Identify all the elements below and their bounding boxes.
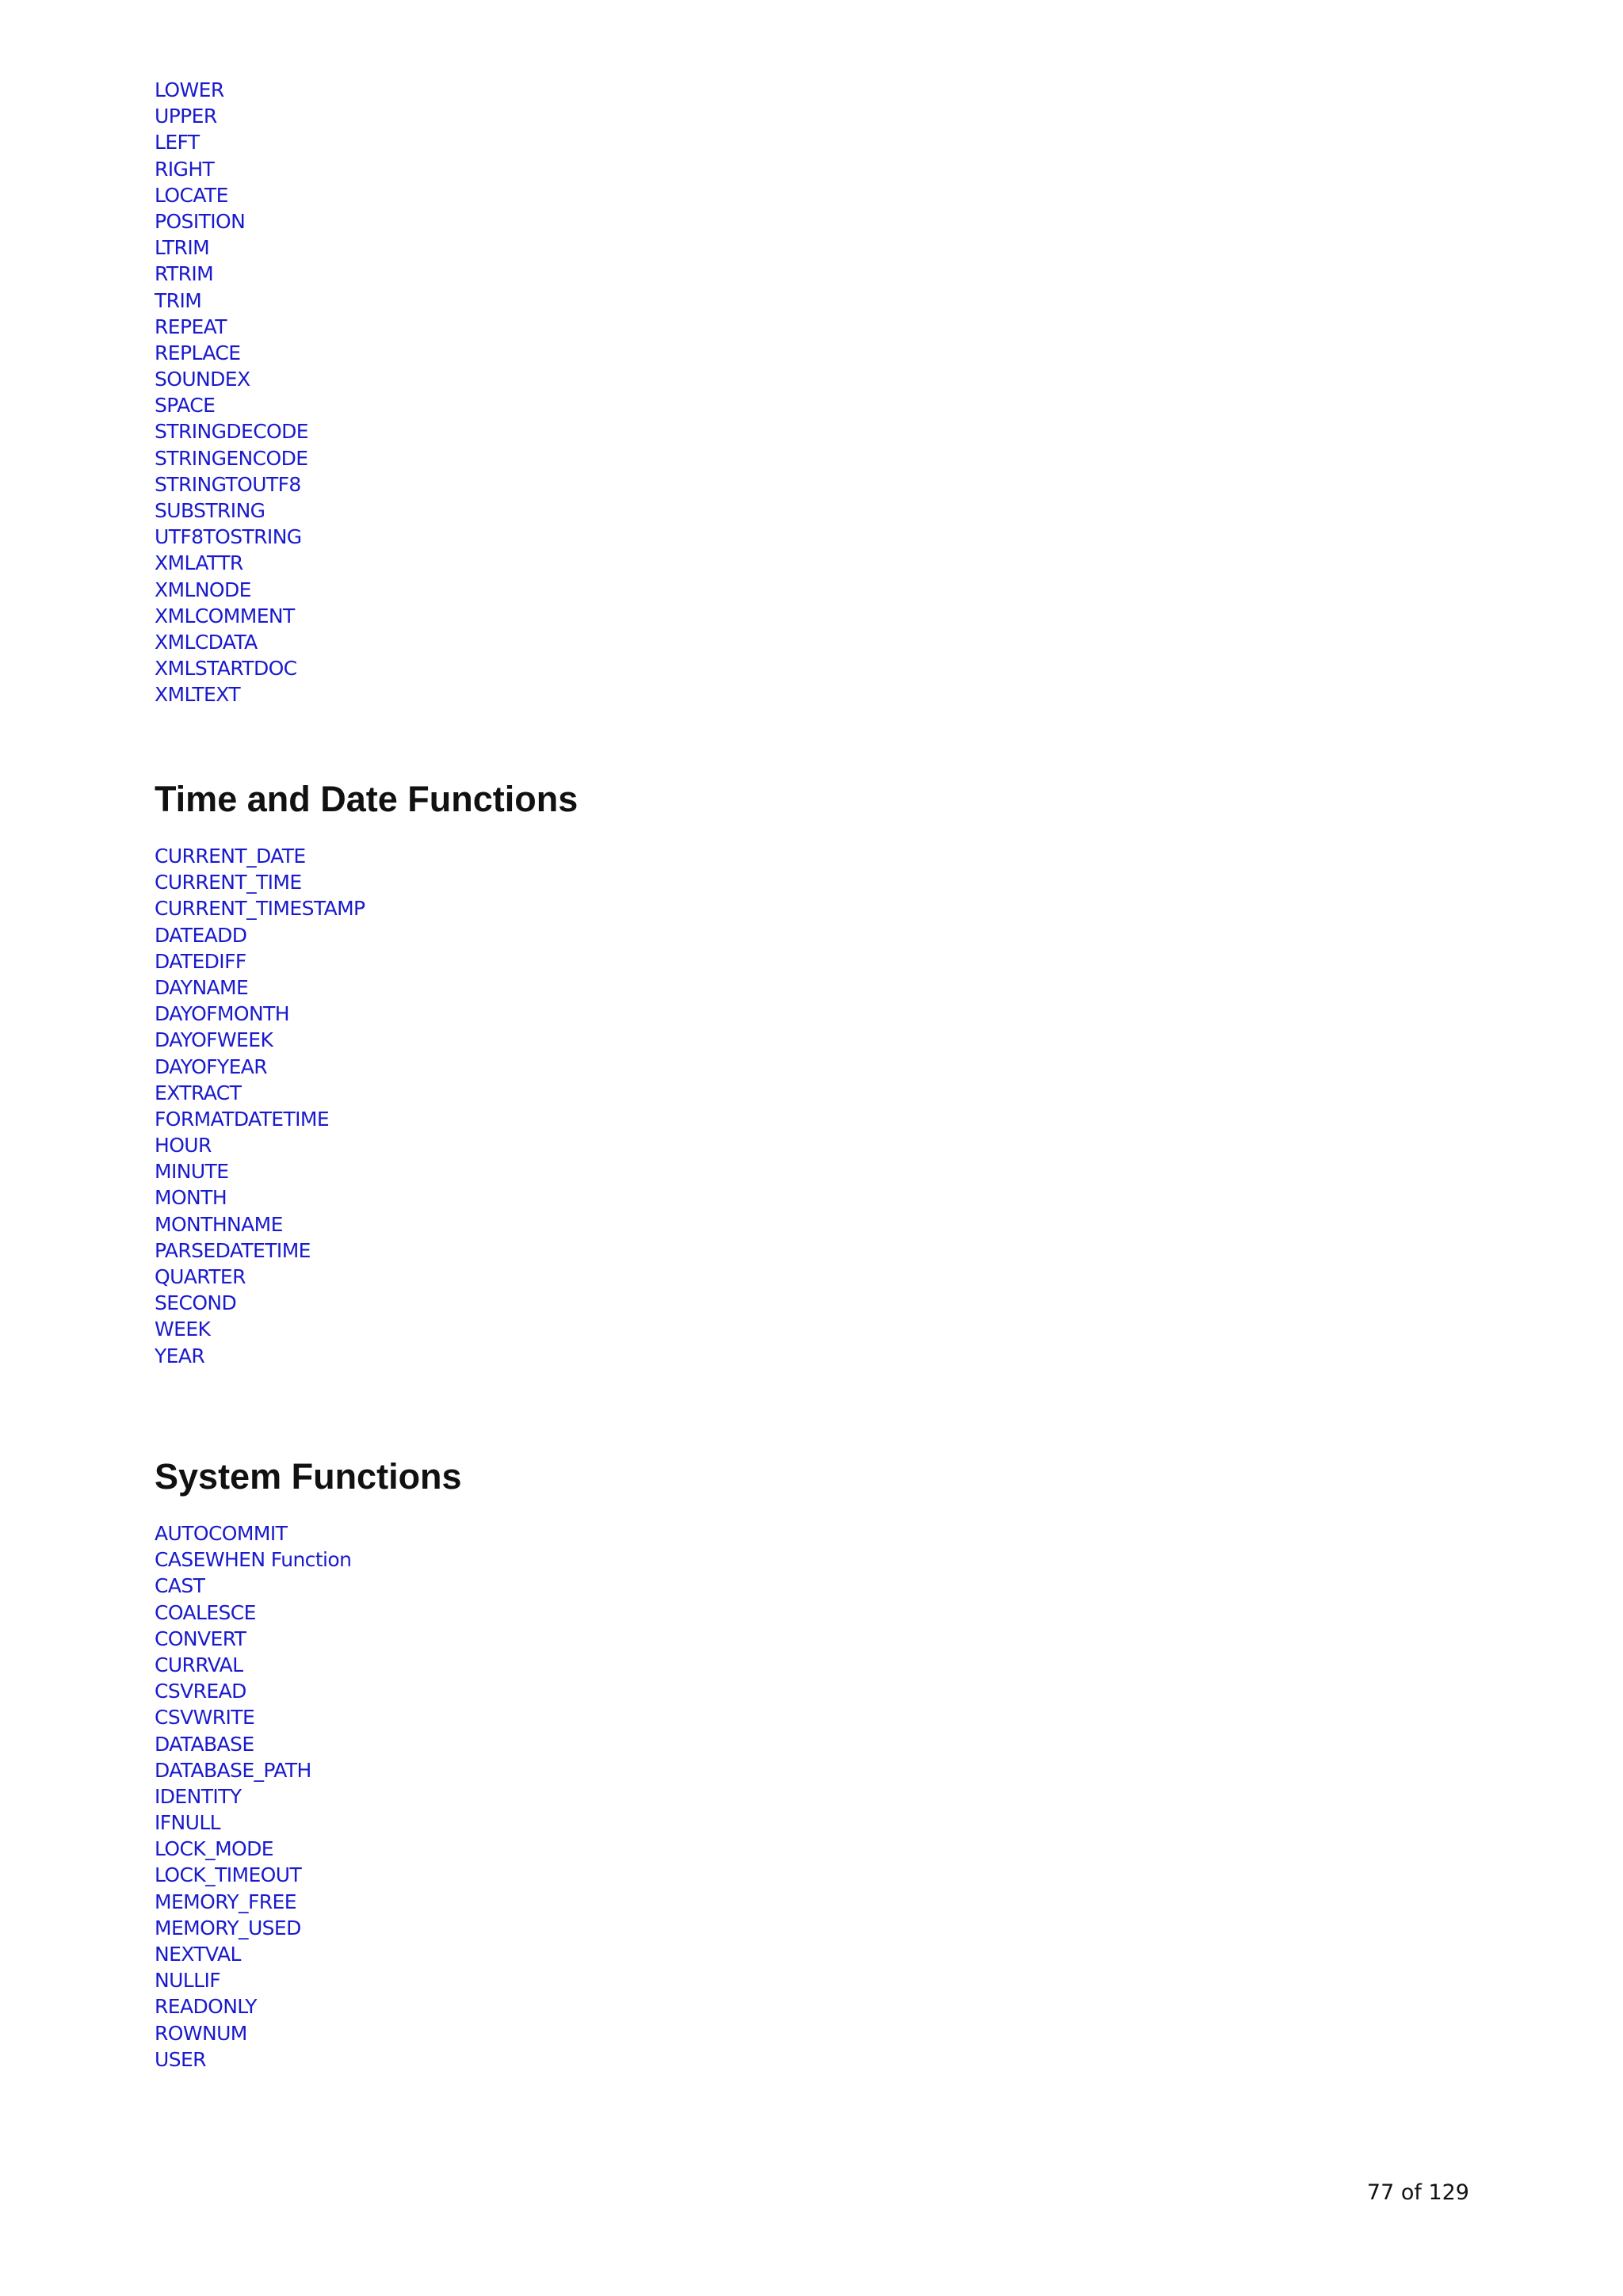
list-item bbox=[155, 1889, 462, 1915]
list-item bbox=[155, 1757, 462, 1783]
time-date-functions-section bbox=[155, 775, 578, 1369]
list-item bbox=[155, 1915, 462, 1941]
list-item bbox=[155, 235, 308, 261]
function-link[interactable]: MONTH bbox=[155, 1186, 227, 1210]
function-link[interactable]: STRINGDECODE bbox=[155, 420, 308, 444]
function-link[interactable]: CSVREAD bbox=[155, 1680, 246, 1703]
list-item bbox=[155, 1054, 578, 1080]
function-link[interactable]: POSITION bbox=[155, 209, 246, 233]
function-link[interactable]: XMLCOMMENT bbox=[155, 604, 295, 627]
list-item bbox=[155, 418, 308, 444]
function-link[interactable]: STRINGENCODE bbox=[155, 446, 308, 470]
list-item bbox=[155, 629, 308, 655]
string-functions-list bbox=[155, 77, 308, 708]
list-item bbox=[155, 366, 308, 392]
list-item bbox=[155, 895, 578, 921]
list-item bbox=[155, 1573, 462, 1599]
list-item bbox=[155, 1704, 462, 1730]
list-item bbox=[155, 1520, 462, 1547]
function-link[interactable]: REPLACE bbox=[155, 341, 241, 364]
list-item bbox=[155, 314, 308, 340]
list-item bbox=[155, 1626, 462, 1652]
list-item bbox=[155, 1158, 578, 1184]
function-link[interactable]: HOUR bbox=[155, 1134, 212, 1158]
function-link[interactable]: UPPER bbox=[155, 105, 217, 128]
function-link[interactable]: DATABASE bbox=[155, 1732, 254, 1756]
list-item bbox=[155, 1316, 578, 1342]
list-item bbox=[155, 1731, 462, 1757]
list-item bbox=[155, 1678, 462, 1704]
list-item bbox=[155, 1106, 578, 1132]
function-link[interactable]: CASEWHEN Function bbox=[155, 1548, 352, 1572]
function-link[interactable]: SUBSTRING bbox=[155, 499, 265, 522]
list-item bbox=[155, 1810, 462, 1836]
function-link[interactable]: ROWNUM bbox=[155, 2021, 247, 2045]
function-link[interactable]: DAYNAME bbox=[155, 975, 249, 999]
list-item bbox=[155, 392, 308, 418]
function-link[interactable]: SECOND bbox=[155, 1291, 237, 1315]
list-item bbox=[155, 681, 308, 707]
function-link[interactable]: FORMATDATETIME bbox=[155, 1107, 330, 1131]
function-link[interactable]: MEMORY_FREE bbox=[155, 1890, 296, 1913]
list-item bbox=[155, 1264, 578, 1290]
list-item bbox=[155, 1080, 578, 1106]
function-link[interactable]: USER bbox=[155, 2047, 206, 2071]
page-number: 77 of 129 bbox=[1366, 2180, 1469, 2205]
function-link[interactable]: TRIM bbox=[155, 288, 202, 312]
list-item bbox=[155, 2020, 462, 2046]
list-item bbox=[155, 524, 308, 550]
list-item bbox=[155, 2046, 462, 2073]
function-link[interactable]: CSVWRITE bbox=[155, 1706, 255, 1730]
function-link[interactable]: READONLY bbox=[155, 1995, 257, 2019]
function-link[interactable]: AUTOCOMMIT bbox=[155, 1522, 288, 1545]
function-link[interactable]: LOCK_TIMEOUT bbox=[155, 1863, 302, 1887]
system-functions-heading: System Functions bbox=[155, 1456, 462, 1497]
list-item bbox=[155, 1238, 578, 1264]
list-item bbox=[155, 922, 578, 948]
function-link[interactable]: IDENTITY bbox=[155, 1784, 242, 1808]
list-item bbox=[155, 974, 578, 1001]
function-link[interactable]: CURRENT_TIME bbox=[155, 871, 302, 894]
function-link[interactable]: WEEK bbox=[155, 1318, 211, 1341]
time-date-functions-list bbox=[155, 843, 578, 1369]
list-item bbox=[155, 156, 308, 182]
list-item bbox=[155, 869, 578, 895]
list-item bbox=[155, 1862, 462, 1888]
function-link[interactable]: NEXTVAL bbox=[155, 1943, 241, 1966]
list-item bbox=[155, 445, 308, 471]
list-item bbox=[155, 1290, 578, 1316]
function-link[interactable]: XMLTEXT bbox=[155, 683, 241, 707]
list-item bbox=[155, 261, 308, 287]
function-link[interactable]: DAYOFYEAR bbox=[155, 1055, 268, 1078]
system-functions-list bbox=[155, 1520, 462, 2073]
function-link[interactable]: QUARTER bbox=[155, 1265, 246, 1288]
list-item bbox=[155, 1184, 578, 1211]
list-item bbox=[155, 603, 308, 629]
function-link[interactable]: PARSEDATETIME bbox=[155, 1238, 311, 1262]
function-link[interactable]: CAST bbox=[155, 1574, 205, 1598]
function-link[interactable]: RIGHT bbox=[155, 157, 215, 181]
list-item bbox=[155, 843, 578, 869]
function-link[interactable]: XMLCDATA bbox=[155, 630, 258, 654]
function-link[interactable]: IFNULL bbox=[155, 1811, 221, 1835]
list-item bbox=[155, 1836, 462, 1862]
list-item bbox=[155, 498, 308, 524]
function-link[interactable]: CURRENT_TIMESTAMP bbox=[155, 897, 365, 921]
list-item bbox=[155, 1132, 578, 1158]
time-date-functions-heading: Time and Date Functions bbox=[155, 779, 579, 819]
function-link[interactable]: EXTRACT bbox=[155, 1081, 242, 1104]
function-link[interactable]: RTRIM bbox=[155, 262, 214, 286]
list-item bbox=[155, 550, 308, 576]
function-link[interactable]: LEFT bbox=[155, 131, 200, 154]
function-link[interactable]: XMLNODE bbox=[155, 578, 251, 601]
function-link[interactable]: COALESCE bbox=[155, 1600, 256, 1624]
list-item bbox=[155, 1600, 462, 1626]
function-link[interactable]: NULLIF bbox=[155, 1969, 221, 1993]
list-item bbox=[155, 288, 308, 314]
list-item bbox=[155, 182, 308, 208]
function-link[interactable]: XMLSTARTDOC bbox=[155, 657, 297, 681]
list-item bbox=[155, 1941, 462, 1967]
function-link[interactable]: DAYOFMONTH bbox=[155, 1002, 289, 1026]
list-item bbox=[155, 1783, 462, 1810]
list-item bbox=[155, 129, 308, 155]
list-item bbox=[155, 1652, 462, 1678]
function-link[interactable]: DATABASE_PATH bbox=[155, 1758, 311, 1782]
list-item bbox=[155, 948, 578, 974]
list-item bbox=[155, 208, 308, 235]
function-link[interactable]: CURRENT_DATE bbox=[155, 845, 306, 868]
function-link[interactable]: LOCATE bbox=[155, 183, 228, 207]
function-link[interactable]: DATEADD bbox=[155, 923, 247, 947]
function-link[interactable]: UTF8TOSTRING bbox=[155, 525, 302, 549]
function-link[interactable]: LOWER bbox=[155, 78, 224, 101]
function-link[interactable]: CURRVAL bbox=[155, 1653, 243, 1676]
list-item bbox=[155, 1001, 578, 1027]
function-link[interactable]: LOCK_MODE bbox=[155, 1837, 273, 1861]
list-item bbox=[155, 1547, 462, 1573]
list-item bbox=[155, 471, 308, 498]
list-item bbox=[155, 1027, 578, 1053]
function-link[interactable]: MONTHNAME bbox=[155, 1212, 283, 1236]
function-link[interactable]: DAYOFWEEK bbox=[155, 1028, 273, 1052]
list-item bbox=[155, 103, 308, 129]
list-item bbox=[155, 77, 308, 103]
list-item bbox=[155, 1967, 462, 1993]
list-item bbox=[155, 655, 308, 681]
list-item bbox=[155, 340, 308, 366]
list-item bbox=[155, 1343, 578, 1369]
list-item bbox=[155, 1993, 462, 2019]
function-link[interactable]: STRINGTOUTF8 bbox=[155, 472, 301, 496]
function-link[interactable]: REPEAT bbox=[155, 315, 227, 338]
string-functions-section bbox=[155, 77, 308, 708]
function-link[interactable]: MEMORY_USED bbox=[155, 1916, 301, 1939]
function-link[interactable]: SOUNDEX bbox=[155, 368, 250, 391]
function-link[interactable]: CONVERT bbox=[155, 1627, 246, 1650]
function-link[interactable]: SPACE bbox=[155, 394, 216, 418]
function-link[interactable]: XMLATTR bbox=[155, 551, 243, 575]
function-link[interactable]: LTRIM bbox=[155, 236, 210, 260]
function-link[interactable]: MINUTE bbox=[155, 1160, 229, 1184]
list-item bbox=[155, 577, 308, 603]
function-link[interactable]: YEAR bbox=[155, 1344, 205, 1367]
list-item bbox=[155, 1211, 578, 1238]
function-link[interactable]: DATEDIFF bbox=[155, 949, 246, 973]
system-functions-section bbox=[155, 1452, 462, 2073]
